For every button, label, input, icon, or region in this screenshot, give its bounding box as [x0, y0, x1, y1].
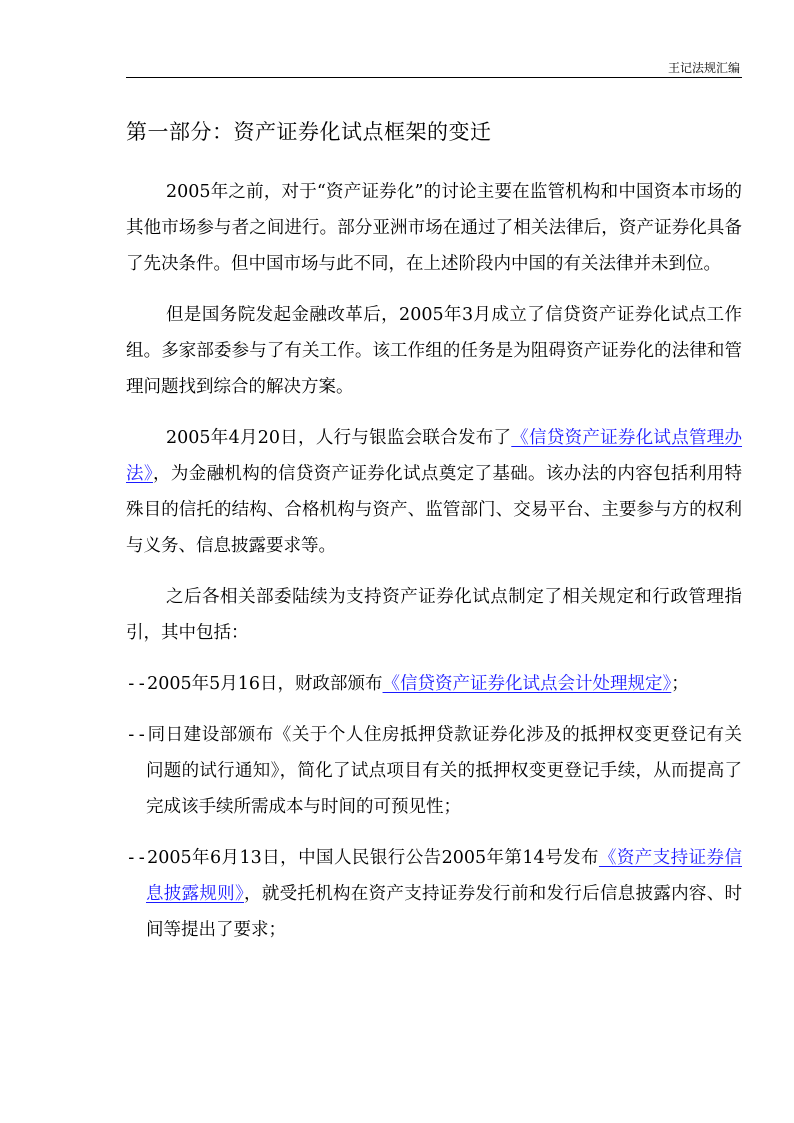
list-item-text: 同日建设部颁布《关于个人住房抵押贷款证券化涉及的抵押权变更登记有关问题的试行通知》，简化了试点项目有关的抵押权变更登记手续，从而提高了完成该手续所需成本与时间的可预见性； — [146, 725, 742, 817]
list-item-dash: -- — [126, 674, 148, 694]
law-link-disclosure-rules[interactable]: 《资产支持证券信息披露规则》 — [146, 848, 742, 904]
list-item-mortgage-notice — [126, 717, 742, 825]
paragraph-background: 2005年之前，对于“资产证券化”的讨论主要在监管机构和中国资本市场的其他市场参与者之间进行。部分亚洲市场在通过了相关法律后，资产证券化具备了先决条件。但中国市场与此不同，在上述阶段内中国的有关法律并未到位。 — [126, 182, 742, 274]
page-content — [126, 112, 742, 963]
list-item-text: ； — [671, 674, 689, 694]
list-item-dash: -- — [126, 848, 148, 868]
paragraph-ministry-rules: 之后各相关部委陆续为支持资产证券化试点制定了相关规定和行政管理指引，其中包括： — [126, 587, 742, 643]
paragraph-pilot-measures — [126, 420, 742, 564]
list-item-text: 2005年5月16日，财政部颁布 — [147, 674, 383, 694]
list-item-text: 2005年6月13日，中国人民银行公告2005年第14号发布 — [147, 848, 599, 868]
list-item-disclosure-rules — [126, 840, 742, 948]
list-item-dash: -- — [126, 725, 148, 745]
list-item-accounting-rules — [126, 666, 742, 702]
paragraph-text: 2005年4月20日，人行与银监会联合发布了 — [166, 428, 512, 448]
section-title: 第一部分：资产证券化试点框架的变迁 — [126, 120, 492, 144]
paragraph-text: ，为金融机构的信贷资产证券化试点奠定了基础。该办法的内容包括利用特殊目的信托的结构、合格机构与资产、监管部门、交易平台、主要参与方的权利与义务、信息披露要求等。 — [126, 464, 743, 556]
header-rule — [126, 77, 742, 78]
list-item-text: ，就受托机构在资产支持证券发行前和发行后信息披露内容、时间等提出了要求； — [146, 884, 743, 940]
running-header: 王记法规汇编 — [667, 61, 740, 75]
paragraph-working-group: 但是国务院发起金融改革后，2005年3月成立了信贷资产证券化试点工作组。多家部委参与了有关工作。该工作组的任务是为阻碍资产证券化的法律和管理问题找到综合的解决方案。 — [126, 305, 742, 397]
law-link-accounting-rules[interactable]: 《信贷资产证券化试点会计处理规定》 — [382, 674, 672, 694]
law-link-pilot-measures[interactable]: 《信贷资产证券化试点管理办法》 — [126, 428, 743, 484]
